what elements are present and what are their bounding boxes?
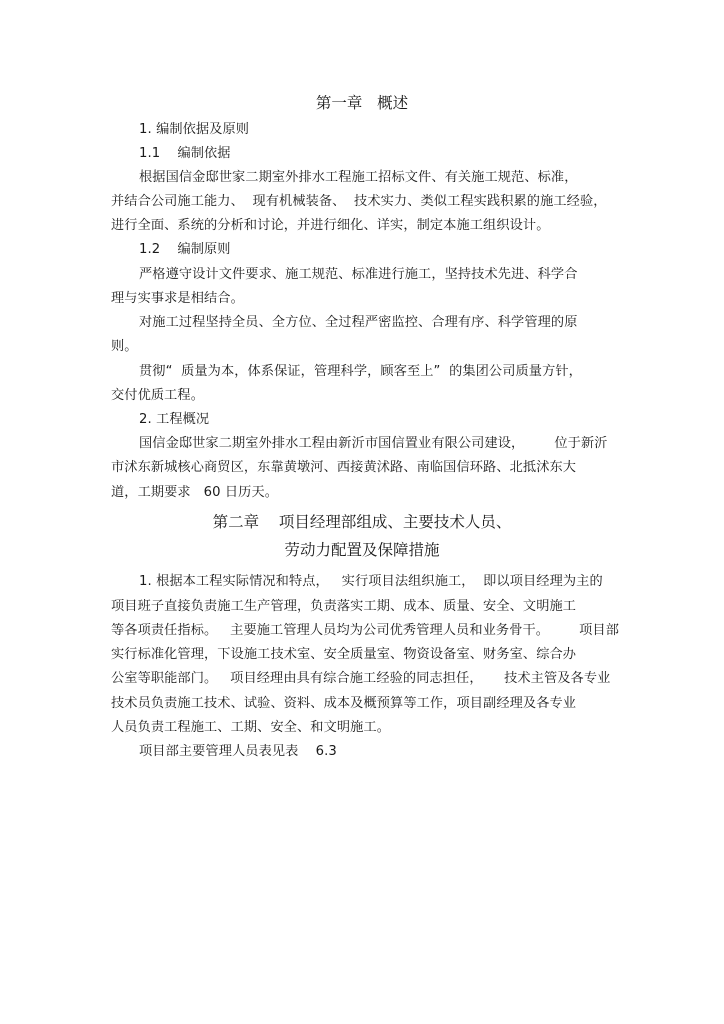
- paragraph-line: 等各项责任指标。 主要施工管理人员均为公司优秀管理人员和业务骨干。 项目部: [111, 623, 619, 638]
- paragraph-line: 实行标准化管理，下设施工技术室、安全质量室、物资设备室、财务室、综合办: [111, 647, 577, 662]
- paragraph-line: 理与实事求是相结合。: [111, 291, 244, 306]
- chapter1-title: 第一章 概述: [315, 94, 409, 112]
- chapter2-title-line1: 第二章 项目经理部组成、主要技术人员、: [212, 513, 512, 531]
- paragraph-line: 1. 根据本工程实际情况和特点， 实行项目法组织施工， 即以项目经理为主的: [139, 574, 603, 589]
- paragraph-line: 技术员负责施工技术、试验、资料、成本及概预算等工作，项目副经理及各专业: [111, 696, 577, 711]
- section1-heading: 1. 编制依据及原则: [139, 122, 250, 137]
- paragraph-line: 并结合公司施工能力、 现有机械装备、 技术实力、类似工程实践积累的施工经验，: [111, 194, 607, 209]
- paragraph-line: 则。: [111, 339, 138, 354]
- section2-heading: 2. 工程概况: [139, 412, 210, 427]
- paragraph-line: 严格遵守设计文件要求、施工规范、标准进行施工，坚持技术先进、科学合: [139, 267, 578, 282]
- paragraph-line: 道，工期要求 60 日历天。: [111, 485, 279, 500]
- section12-heading: 1.2 编制原则: [139, 242, 231, 257]
- paragraph-line: 交付优质工程。: [111, 388, 205, 403]
- paragraph-line: 人员负责工程施工、工期、安全、和文明施工。: [111, 720, 391, 735]
- paragraph-line: 进行全面、系统的分析和讨论，并进行细化、详实，制定本施工组织设计。: [111, 218, 550, 233]
- section11-heading: 1.1 编制依据: [139, 146, 231, 161]
- paragraph-line: 公室等职能部门。 项目经理由具有综合施工经验的同志担任， 技术主管及各专业: [111, 671, 611, 686]
- paragraph-line: 贯彻“ 质量为本，体系保证，管理科学，顾客至上” 的集团公司质量方针，: [139, 364, 582, 379]
- chapter2-title-line2: 劳动力配置及保障措施: [284, 541, 440, 559]
- paragraph-line: 市沭东新城核心商贸区，东靠黄墩河、西接黄沭路、南临国信环路、北抵沭东大: [111, 460, 577, 475]
- paragraph-line: 对施工过程坚持全员、全方位、全过程严密监控、合理有序、科学管理的原: [139, 315, 578, 330]
- paragraph-line: 项目班子直接负责施工生产管理，负责落实工期、成本、质量、安全、文明施工: [111, 599, 577, 614]
- table-reference: 项目部主要管理人员表见表 6.3: [139, 744, 337, 759]
- paragraph-line: 根据国信金邸世家二期室外排水工程施工招标文件、有关施工规范、标准，: [139, 170, 578, 185]
- paragraph-line: 国信金邸世家二期室外排水工程由新沂市国信置业有限公司建设， 位于新沂: [139, 436, 608, 451]
